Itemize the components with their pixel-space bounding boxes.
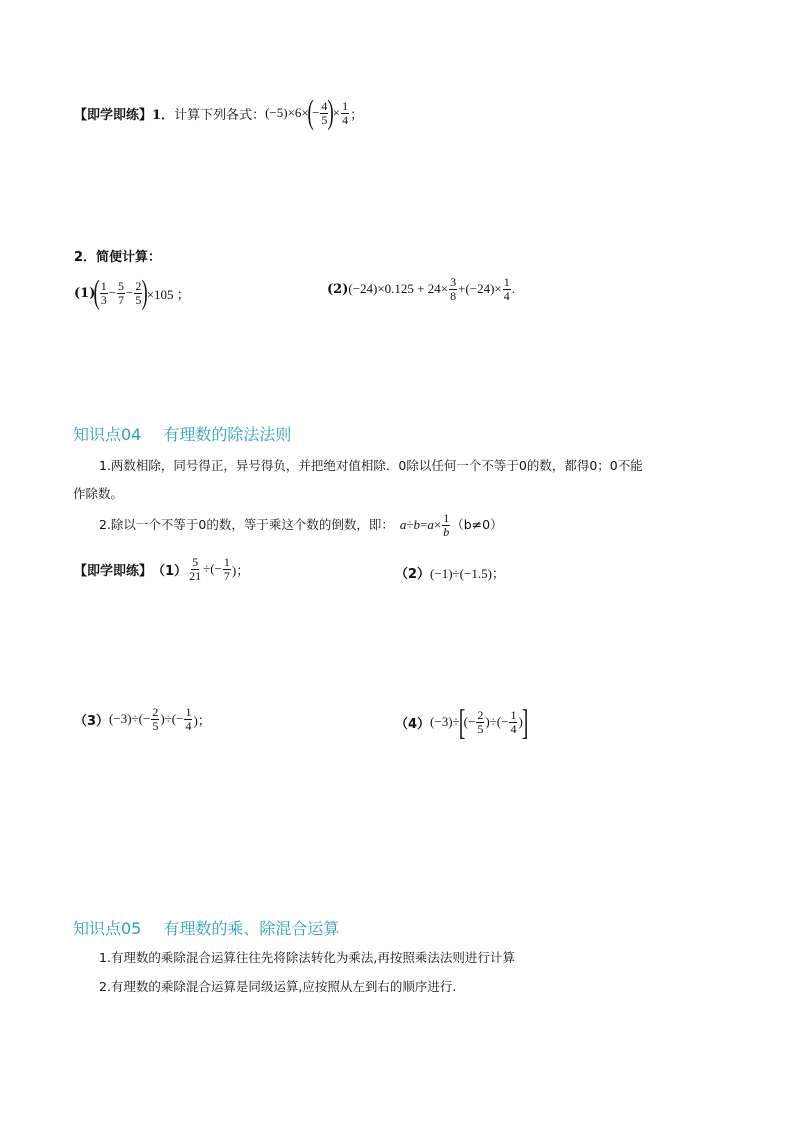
heading-number: 知识点05 [73, 919, 142, 938]
heading-number: 知识点04 [73, 425, 142, 444]
part-label: （1） [152, 563, 188, 579]
practice-2 [395, 563, 505, 582]
rule-2-formula: a ÷ b = a × $\frac{1}{b}$ [399, 511, 450, 539]
exercise-2-part-2 [327, 276, 515, 302]
part-label: (1) [74, 285, 96, 301]
part-label: （2） [395, 567, 431, 582]
rule-2-condition: （b≠0） [451, 517, 503, 533]
exercise-2-part-1 [74, 276, 190, 310]
rule-05-1: 1.有理数的乘除混合运算往往先将除法转化为乘法,再按照乘法法则进行计算 [99, 950, 515, 965]
part-label: （4） [395, 716, 431, 732]
exercise-text: 计算下列各式： [174, 107, 266, 123]
heading-title: 有理数的乘、除混合运算 [163, 919, 340, 938]
part-label: （3） [74, 713, 110, 729]
expression-p3: (−3)÷(− $\frac{2}{5}$ )÷(− $\frac{1}{4}$ )； [109, 705, 211, 733]
expression-2-1: ( $\frac{1}{3}$ − $\frac{5}{7}$ − $\frac{2}{5}$ ) ×105 ； [93, 274, 190, 311]
section-heading-05 [73, 916, 339, 939]
practice-4 [395, 704, 527, 740]
practice-1 [74, 556, 249, 582]
exercise-number: 1． [152, 107, 175, 123]
expression-p2: (−1)÷(−1.5)； [430, 566, 505, 581]
exercise-2-heading: 2．简便计算： [74, 250, 162, 265]
practice-label: 【即学即练】 [74, 107, 153, 123]
rule-05-2: 2.有理数的乘除混合运算是同级运算,应按照从左到右的顺序进行. [99, 979, 457, 994]
section-heading-04 [73, 422, 291, 445]
rule-2-text: 2.除以一个不等于0的数，等于乘这个数的倒数，即： [99, 517, 394, 533]
expression-p4: (−3)÷ [ (− $\frac{2}{5}$ )÷(− $\frac{1}{4}$ ) ] [430, 702, 529, 742]
heading-title: 有理数的除法法则 [163, 425, 292, 444]
practice-3 [74, 706, 211, 732]
expression-p1: $\frac{5}{21}$ ÷(− $\frac{1}{7}$ )； [189, 555, 250, 583]
part-label: (2) [327, 281, 349, 297]
exercise-1 [74, 96, 363, 130]
rule-2 [99, 512, 503, 538]
expression-1: (−5)×6× ( − $\frac{4}{5}$ ) × $\frac{1}{4}$ ； [265, 94, 364, 131]
practice-label: 【即学即练】 [74, 563, 153, 579]
rule-1-line-1: 1.两数相除，同号得正，异号得负，并把绝对值相除．0除以任何一个不等于0的数，都得0；0不能 [99, 458, 643, 473]
rule-1-line-2: 作除数。 [73, 486, 124, 501]
expression-2-2: (−24)×0.125 + 24× $\frac{3}{8}$ +(−24)× $\frac{1}{4}$ . [348, 275, 515, 303]
